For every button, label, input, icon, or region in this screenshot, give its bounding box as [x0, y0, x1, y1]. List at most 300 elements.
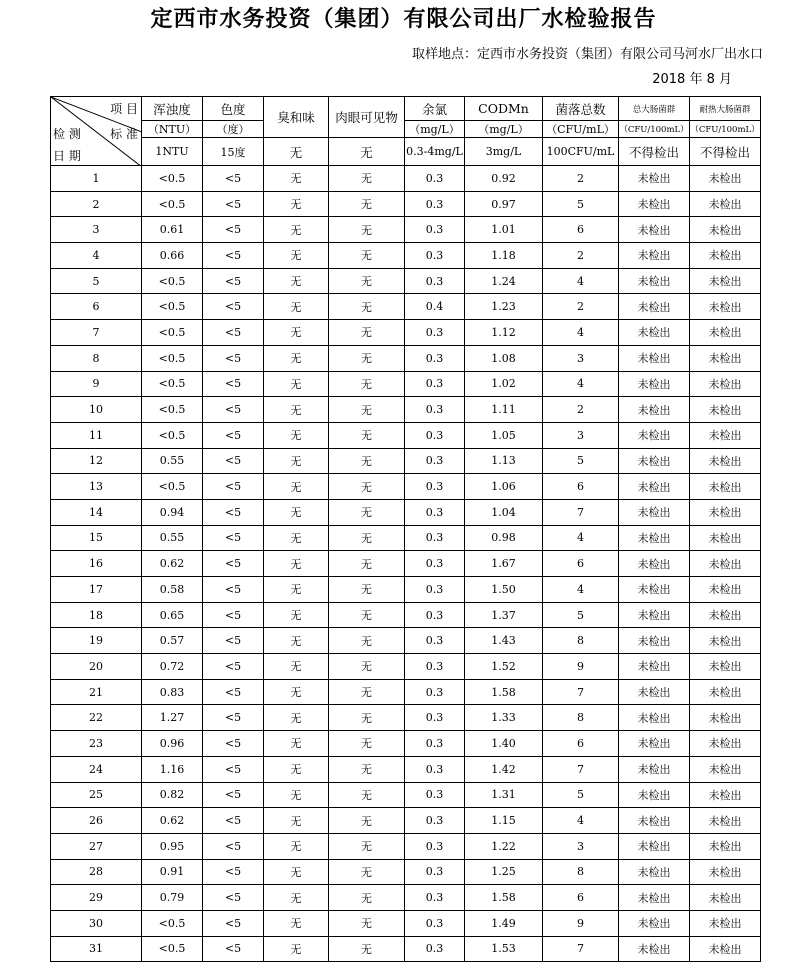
colony-cell: 2: [543, 294, 619, 320]
chlorine-cell: 0.3: [405, 936, 465, 962]
coliform-cell: 未检出: [619, 397, 690, 423]
odor-cell: 无: [264, 936, 329, 962]
day-cell: 16: [51, 551, 142, 577]
corner-header-cell: [51, 97, 142, 166]
codmn-cell: 1.50: [465, 577, 543, 603]
codmn-cell: 1.31: [465, 782, 543, 808]
colony-cell: 4: [543, 577, 619, 603]
odor-cell: 无: [264, 782, 329, 808]
table-row: [51, 397, 761, 423]
chlorine-cell: 0.3: [405, 320, 465, 346]
table-row: [51, 320, 761, 346]
visible-matter-cell: 无: [329, 397, 405, 423]
chlorine-cell: 0.3: [405, 910, 465, 936]
thermo-coliform-cell: 未检出: [690, 268, 761, 294]
turbidity-cell: 0.61: [142, 217, 203, 243]
thermo-coliform-cell: 未检出: [690, 910, 761, 936]
day-cell: 29: [51, 885, 142, 911]
turbidity-cell: <0.5: [142, 910, 203, 936]
colony-cell: 3: [543, 833, 619, 859]
visible-matter-cell: 无: [329, 731, 405, 757]
thermo-coliform-cell: 未检出: [690, 782, 761, 808]
day-cell: 5: [51, 268, 142, 294]
visible-matter-cell: 无: [329, 217, 405, 243]
coliform-cell: 未检出: [619, 885, 690, 911]
table-row: [51, 217, 761, 243]
turbidity-cell: 0.58: [142, 577, 203, 603]
odor-cell: 无: [264, 166, 329, 192]
col-standard-visible-matter: 无: [329, 138, 405, 166]
colony-cell: 9: [543, 654, 619, 680]
table-row: [51, 910, 761, 936]
colony-cell: 4: [543, 525, 619, 551]
odor-cell: 无: [264, 731, 329, 757]
table-row: [51, 705, 761, 731]
day-cell: 6: [51, 294, 142, 320]
odor-cell: 无: [264, 910, 329, 936]
turbidity-cell: 0.62: [142, 551, 203, 577]
codmn-cell: 1.52: [465, 654, 543, 680]
day-cell: 22: [51, 705, 142, 731]
visible-matter-cell: 无: [329, 756, 405, 782]
table-row: [51, 499, 761, 525]
coliform-cell: 未检出: [619, 345, 690, 371]
colony-cell: 4: [543, 808, 619, 834]
col-unit-color: （度）: [203, 121, 264, 138]
col-header-visible-matter: 肉眼可见物: [329, 97, 405, 138]
col-unit-turbidity: （NTU）: [142, 121, 203, 138]
visible-matter-cell: 无: [329, 910, 405, 936]
odor-cell: 无: [264, 628, 329, 654]
turbidity-cell: 0.96: [142, 731, 203, 757]
visible-matter-cell: 无: [329, 525, 405, 551]
color-cell: <5: [203, 243, 264, 269]
odor-cell: 无: [264, 577, 329, 603]
day-cell: 7: [51, 320, 142, 346]
day-cell: 15: [51, 525, 142, 551]
corner-label-standard: 标 准: [110, 127, 138, 141]
turbidity-cell: <0.5: [142, 294, 203, 320]
odor-cell: 无: [264, 705, 329, 731]
odor-cell: 无: [264, 422, 329, 448]
table-row: [51, 859, 761, 885]
visible-matter-cell: 无: [329, 166, 405, 192]
codmn-cell: 1.37: [465, 602, 543, 628]
col-header-turbidity: 浑浊度: [142, 97, 203, 121]
codmn-cell: 1.24: [465, 268, 543, 294]
table-row: [51, 833, 761, 859]
color-cell: <5: [203, 525, 264, 551]
colony-cell: 2: [543, 166, 619, 192]
col-unit-colony: （CFU/mL）: [543, 121, 619, 138]
chlorine-cell: 0.3: [405, 371, 465, 397]
color-cell: <5: [203, 628, 264, 654]
codmn-cell: 1.43: [465, 628, 543, 654]
chlorine-cell: 0.3: [405, 525, 465, 551]
colony-cell: 7: [543, 936, 619, 962]
chlorine-cell: 0.3: [405, 833, 465, 859]
color-cell: <5: [203, 833, 264, 859]
color-cell: <5: [203, 397, 264, 423]
col-header-chlorine: 余氯: [405, 97, 465, 121]
thermo-coliform-cell: 未检出: [690, 808, 761, 834]
coliform-cell: 未检出: [619, 910, 690, 936]
table-row: [51, 551, 761, 577]
coliform-cell: 未检出: [619, 166, 690, 192]
color-cell: <5: [203, 808, 264, 834]
col-standard-thermo-coliform: 不得检出: [690, 138, 761, 166]
colony-cell: 5: [543, 448, 619, 474]
thermo-coliform-cell: 未检出: [690, 397, 761, 423]
odor-cell: 无: [264, 756, 329, 782]
odor-cell: 无: [264, 833, 329, 859]
odor-cell: 无: [264, 448, 329, 474]
turbidity-cell: <0.5: [142, 166, 203, 192]
day-cell: 11: [51, 422, 142, 448]
col-standard-turbidity: 1NTU: [142, 138, 203, 166]
coliform-cell: 未检出: [619, 782, 690, 808]
visible-matter-cell: 无: [329, 936, 405, 962]
colony-cell: 7: [543, 499, 619, 525]
chlorine-cell: 0.3: [405, 551, 465, 577]
turbidity-cell: 0.79: [142, 885, 203, 911]
turbidity-cell: 0.82: [142, 782, 203, 808]
col-header-coliform: 总大肠菌群: [619, 97, 690, 121]
coliform-cell: 未检出: [619, 474, 690, 500]
color-cell: <5: [203, 166, 264, 192]
colony-cell: 9: [543, 910, 619, 936]
coliform-cell: 未检出: [619, 577, 690, 603]
colony-cell: 2: [543, 243, 619, 269]
colony-cell: 6: [543, 474, 619, 500]
chlorine-cell: 0.3: [405, 422, 465, 448]
codmn-cell: 1.40: [465, 731, 543, 757]
table-row: [51, 808, 761, 834]
turbidity-cell: 0.57: [142, 628, 203, 654]
thermo-coliform-cell: 未检出: [690, 217, 761, 243]
turbidity-cell: <0.5: [142, 191, 203, 217]
odor-cell: 无: [264, 602, 329, 628]
codmn-cell: 1.33: [465, 705, 543, 731]
thermo-coliform-cell: 未检出: [690, 628, 761, 654]
coliform-cell: 未检出: [619, 602, 690, 628]
visible-matter-cell: 无: [329, 191, 405, 217]
chlorine-cell: 0.3: [405, 191, 465, 217]
table-row: [51, 243, 761, 269]
coliform-cell: 未检出: [619, 243, 690, 269]
visible-matter-cell: 无: [329, 345, 405, 371]
codmn-cell: 0.97: [465, 191, 543, 217]
col-standard-codmn: 3mg/L: [465, 138, 543, 166]
corner-label-check: 检 测: [53, 127, 81, 141]
color-cell: <5: [203, 422, 264, 448]
color-cell: <5: [203, 654, 264, 680]
col-header-color: 色度: [203, 97, 264, 121]
day-cell: 25: [51, 782, 142, 808]
thermo-coliform-cell: 未检出: [690, 294, 761, 320]
thermo-coliform-cell: 未检出: [690, 756, 761, 782]
turbidity-cell: <0.5: [142, 474, 203, 500]
odor-cell: 无: [264, 345, 329, 371]
odor-cell: 无: [264, 679, 329, 705]
table-row: [51, 885, 761, 911]
col-header-codmn: CODMn: [465, 97, 543, 121]
coliform-cell: 未检出: [619, 705, 690, 731]
color-cell: <5: [203, 577, 264, 603]
turbidity-cell: 0.91: [142, 859, 203, 885]
thermo-coliform-cell: 未检出: [690, 448, 761, 474]
turbidity-cell: 0.62: [142, 808, 203, 834]
thermo-coliform-cell: 未检出: [690, 422, 761, 448]
table-row: [51, 756, 761, 782]
coliform-cell: 未检出: [619, 628, 690, 654]
chlorine-cell: 0.3: [405, 808, 465, 834]
coliform-cell: 未检出: [619, 371, 690, 397]
chlorine-cell: 0.3: [405, 731, 465, 757]
corner-label-day: 日 期: [53, 149, 81, 163]
turbidity-cell: 0.65: [142, 602, 203, 628]
codmn-cell: 0.92: [465, 166, 543, 192]
chlorine-cell: 0.3: [405, 628, 465, 654]
visible-matter-cell: 无: [329, 679, 405, 705]
report-date: 2018 年 8 月: [652, 72, 732, 87]
codmn-cell: 1.58: [465, 679, 543, 705]
turbidity-cell: 0.55: [142, 448, 203, 474]
day-cell: 9: [51, 371, 142, 397]
chlorine-cell: 0.3: [405, 166, 465, 192]
day-cell: 3: [51, 217, 142, 243]
coliform-cell: 未检出: [619, 217, 690, 243]
thermo-coliform-cell: 未检出: [690, 525, 761, 551]
thermo-coliform-cell: 未检出: [690, 191, 761, 217]
day-cell: 31: [51, 936, 142, 962]
table-row: [51, 191, 761, 217]
color-cell: <5: [203, 217, 264, 243]
codmn-cell: 1.22: [465, 833, 543, 859]
table-row: [51, 654, 761, 680]
thermo-coliform-cell: 未检出: [690, 474, 761, 500]
turbidity-cell: 0.55: [142, 525, 203, 551]
color-cell: <5: [203, 756, 264, 782]
turbidity-cell: 0.83: [142, 679, 203, 705]
visible-matter-cell: 无: [329, 654, 405, 680]
day-cell: 17: [51, 577, 142, 603]
colony-cell: 3: [543, 422, 619, 448]
coliform-cell: 未检出: [619, 654, 690, 680]
codmn-cell: 1.01: [465, 217, 543, 243]
thermo-coliform-cell: 未检出: [690, 731, 761, 757]
codmn-cell: 1.58: [465, 885, 543, 911]
color-cell: <5: [203, 936, 264, 962]
day-cell: 2: [51, 191, 142, 217]
chlorine-cell: 0.3: [405, 577, 465, 603]
codmn-cell: 0.98: [465, 525, 543, 551]
table-row: [51, 422, 761, 448]
day-cell: 30: [51, 910, 142, 936]
color-cell: <5: [203, 371, 264, 397]
color-cell: <5: [203, 705, 264, 731]
day-cell: 28: [51, 859, 142, 885]
turbidity-cell: <0.5: [142, 268, 203, 294]
visible-matter-cell: 无: [329, 859, 405, 885]
turbidity-cell: <0.5: [142, 397, 203, 423]
coliform-cell: 未检出: [619, 679, 690, 705]
codmn-cell: 1.23: [465, 294, 543, 320]
codmn-cell: 1.49: [465, 910, 543, 936]
visible-matter-cell: 无: [329, 294, 405, 320]
thermo-coliform-cell: 未检出: [690, 859, 761, 885]
col-unit-chlorine: （mg/L）: [405, 121, 465, 138]
table-row: [51, 577, 761, 603]
thermo-coliform-cell: 未检出: [690, 833, 761, 859]
chlorine-cell: 0.3: [405, 243, 465, 269]
visible-matter-cell: 无: [329, 628, 405, 654]
colony-cell: 6: [543, 731, 619, 757]
thermo-coliform-cell: 未检出: [690, 243, 761, 269]
codmn-cell: 1.18: [465, 243, 543, 269]
turbidity-cell: <0.5: [142, 371, 203, 397]
color-cell: <5: [203, 191, 264, 217]
color-cell: <5: [203, 268, 264, 294]
day-cell: 10: [51, 397, 142, 423]
day-cell: 20: [51, 654, 142, 680]
chlorine-cell: 0.3: [405, 448, 465, 474]
color-cell: <5: [203, 345, 264, 371]
turbidity-cell: <0.5: [142, 320, 203, 346]
coliform-cell: 未检出: [619, 731, 690, 757]
thermo-coliform-cell: 未检出: [690, 320, 761, 346]
col-unit-coliform: （CFU/100mL）: [619, 121, 690, 138]
day-cell: 26: [51, 808, 142, 834]
codmn-cell: 1.02: [465, 371, 543, 397]
codmn-cell: 1.42: [465, 756, 543, 782]
color-cell: <5: [203, 782, 264, 808]
color-cell: <5: [203, 448, 264, 474]
visible-matter-cell: 无: [329, 782, 405, 808]
table-row: [51, 294, 761, 320]
odor-cell: 无: [264, 294, 329, 320]
colony-cell: 4: [543, 371, 619, 397]
coliform-cell: 未检出: [619, 551, 690, 577]
colony-cell: 3: [543, 345, 619, 371]
chlorine-cell: 0.3: [405, 654, 465, 680]
coliform-cell: 未检出: [619, 936, 690, 962]
chlorine-cell: 0.3: [405, 474, 465, 500]
chlorine-cell: 0.3: [405, 499, 465, 525]
col-standard-chlorine: 0.3-4mg/L: [405, 138, 465, 166]
coliform-cell: 未检出: [619, 294, 690, 320]
turbidity-cell: 0.94: [142, 499, 203, 525]
chlorine-cell: 0.3: [405, 885, 465, 911]
coliform-cell: 未检出: [619, 525, 690, 551]
colony-cell: 7: [543, 679, 619, 705]
thermo-coliform-cell: 未检出: [690, 577, 761, 603]
table-row: [51, 525, 761, 551]
thermo-coliform-cell: 未检出: [690, 936, 761, 962]
turbidity-cell: 1.27: [142, 705, 203, 731]
turbidity-cell: <0.5: [142, 936, 203, 962]
codmn-cell: 1.04: [465, 499, 543, 525]
table-row: [51, 936, 761, 962]
visible-matter-cell: 无: [329, 371, 405, 397]
turbidity-cell: 0.72: [142, 654, 203, 680]
chlorine-cell: 0.3: [405, 679, 465, 705]
corner-label-item: 项 目: [110, 102, 138, 116]
day-cell: 23: [51, 731, 142, 757]
visible-matter-cell: 无: [329, 474, 405, 500]
chlorine-cell: 0.4: [405, 294, 465, 320]
turbidity-cell: 0.95: [142, 833, 203, 859]
table-row: [51, 166, 761, 192]
thermo-coliform-cell: 未检出: [690, 551, 761, 577]
thermo-coliform-cell: 未检出: [690, 602, 761, 628]
odor-cell: 无: [264, 474, 329, 500]
col-standard-colony: 100CFU/mL: [543, 138, 619, 166]
odor-cell: 无: [264, 859, 329, 885]
visible-matter-cell: 无: [329, 705, 405, 731]
turbidity-cell: 0.66: [142, 243, 203, 269]
thermo-coliform-cell: 未检出: [690, 345, 761, 371]
visible-matter-cell: 无: [329, 577, 405, 603]
day-cell: 12: [51, 448, 142, 474]
visible-matter-cell: 无: [329, 551, 405, 577]
day-cell: 4: [51, 243, 142, 269]
table-row: [51, 602, 761, 628]
codmn-cell: 1.53: [465, 936, 543, 962]
table-row: [51, 731, 761, 757]
colony-cell: 5: [543, 191, 619, 217]
coliform-cell: 未检出: [619, 499, 690, 525]
visible-matter-cell: 无: [329, 422, 405, 448]
thermo-coliform-cell: 未检出: [690, 371, 761, 397]
thermo-coliform-cell: 未检出: [690, 885, 761, 911]
codmn-cell: 1.12: [465, 320, 543, 346]
color-cell: <5: [203, 885, 264, 911]
odor-cell: 无: [264, 654, 329, 680]
coliform-cell: 未检出: [619, 756, 690, 782]
colony-cell: 4: [543, 268, 619, 294]
turbidity-cell: <0.5: [142, 422, 203, 448]
color-cell: <5: [203, 859, 264, 885]
table-row: [51, 345, 761, 371]
coliform-cell: 未检出: [619, 422, 690, 448]
colony-cell: 5: [543, 782, 619, 808]
odor-cell: 无: [264, 268, 329, 294]
turbidity-cell: 1.16: [142, 756, 203, 782]
visible-matter-cell: 无: [329, 268, 405, 294]
chlorine-cell: 0.3: [405, 397, 465, 423]
thermo-coliform-cell: 未检出: [690, 679, 761, 705]
inspection-table: [50, 96, 761, 962]
codmn-cell: 1.06: [465, 474, 543, 500]
day-cell: 18: [51, 602, 142, 628]
coliform-cell: 未检出: [619, 320, 690, 346]
day-cell: 27: [51, 833, 142, 859]
color-cell: <5: [203, 294, 264, 320]
col-standard-coliform: 不得检出: [619, 138, 690, 166]
thermo-coliform-cell: 未检出: [690, 705, 761, 731]
colony-cell: 6: [543, 551, 619, 577]
color-cell: <5: [203, 602, 264, 628]
visible-matter-cell: 无: [329, 808, 405, 834]
colony-cell: 8: [543, 859, 619, 885]
col-header-odor: 臭和味: [264, 97, 329, 138]
color-cell: <5: [203, 679, 264, 705]
coliform-cell: 未检出: [619, 268, 690, 294]
chlorine-cell: 0.3: [405, 345, 465, 371]
thermo-coliform-cell: 未检出: [690, 166, 761, 192]
col-header-thermo-coliform: 耐热大肠菌群: [690, 97, 761, 121]
